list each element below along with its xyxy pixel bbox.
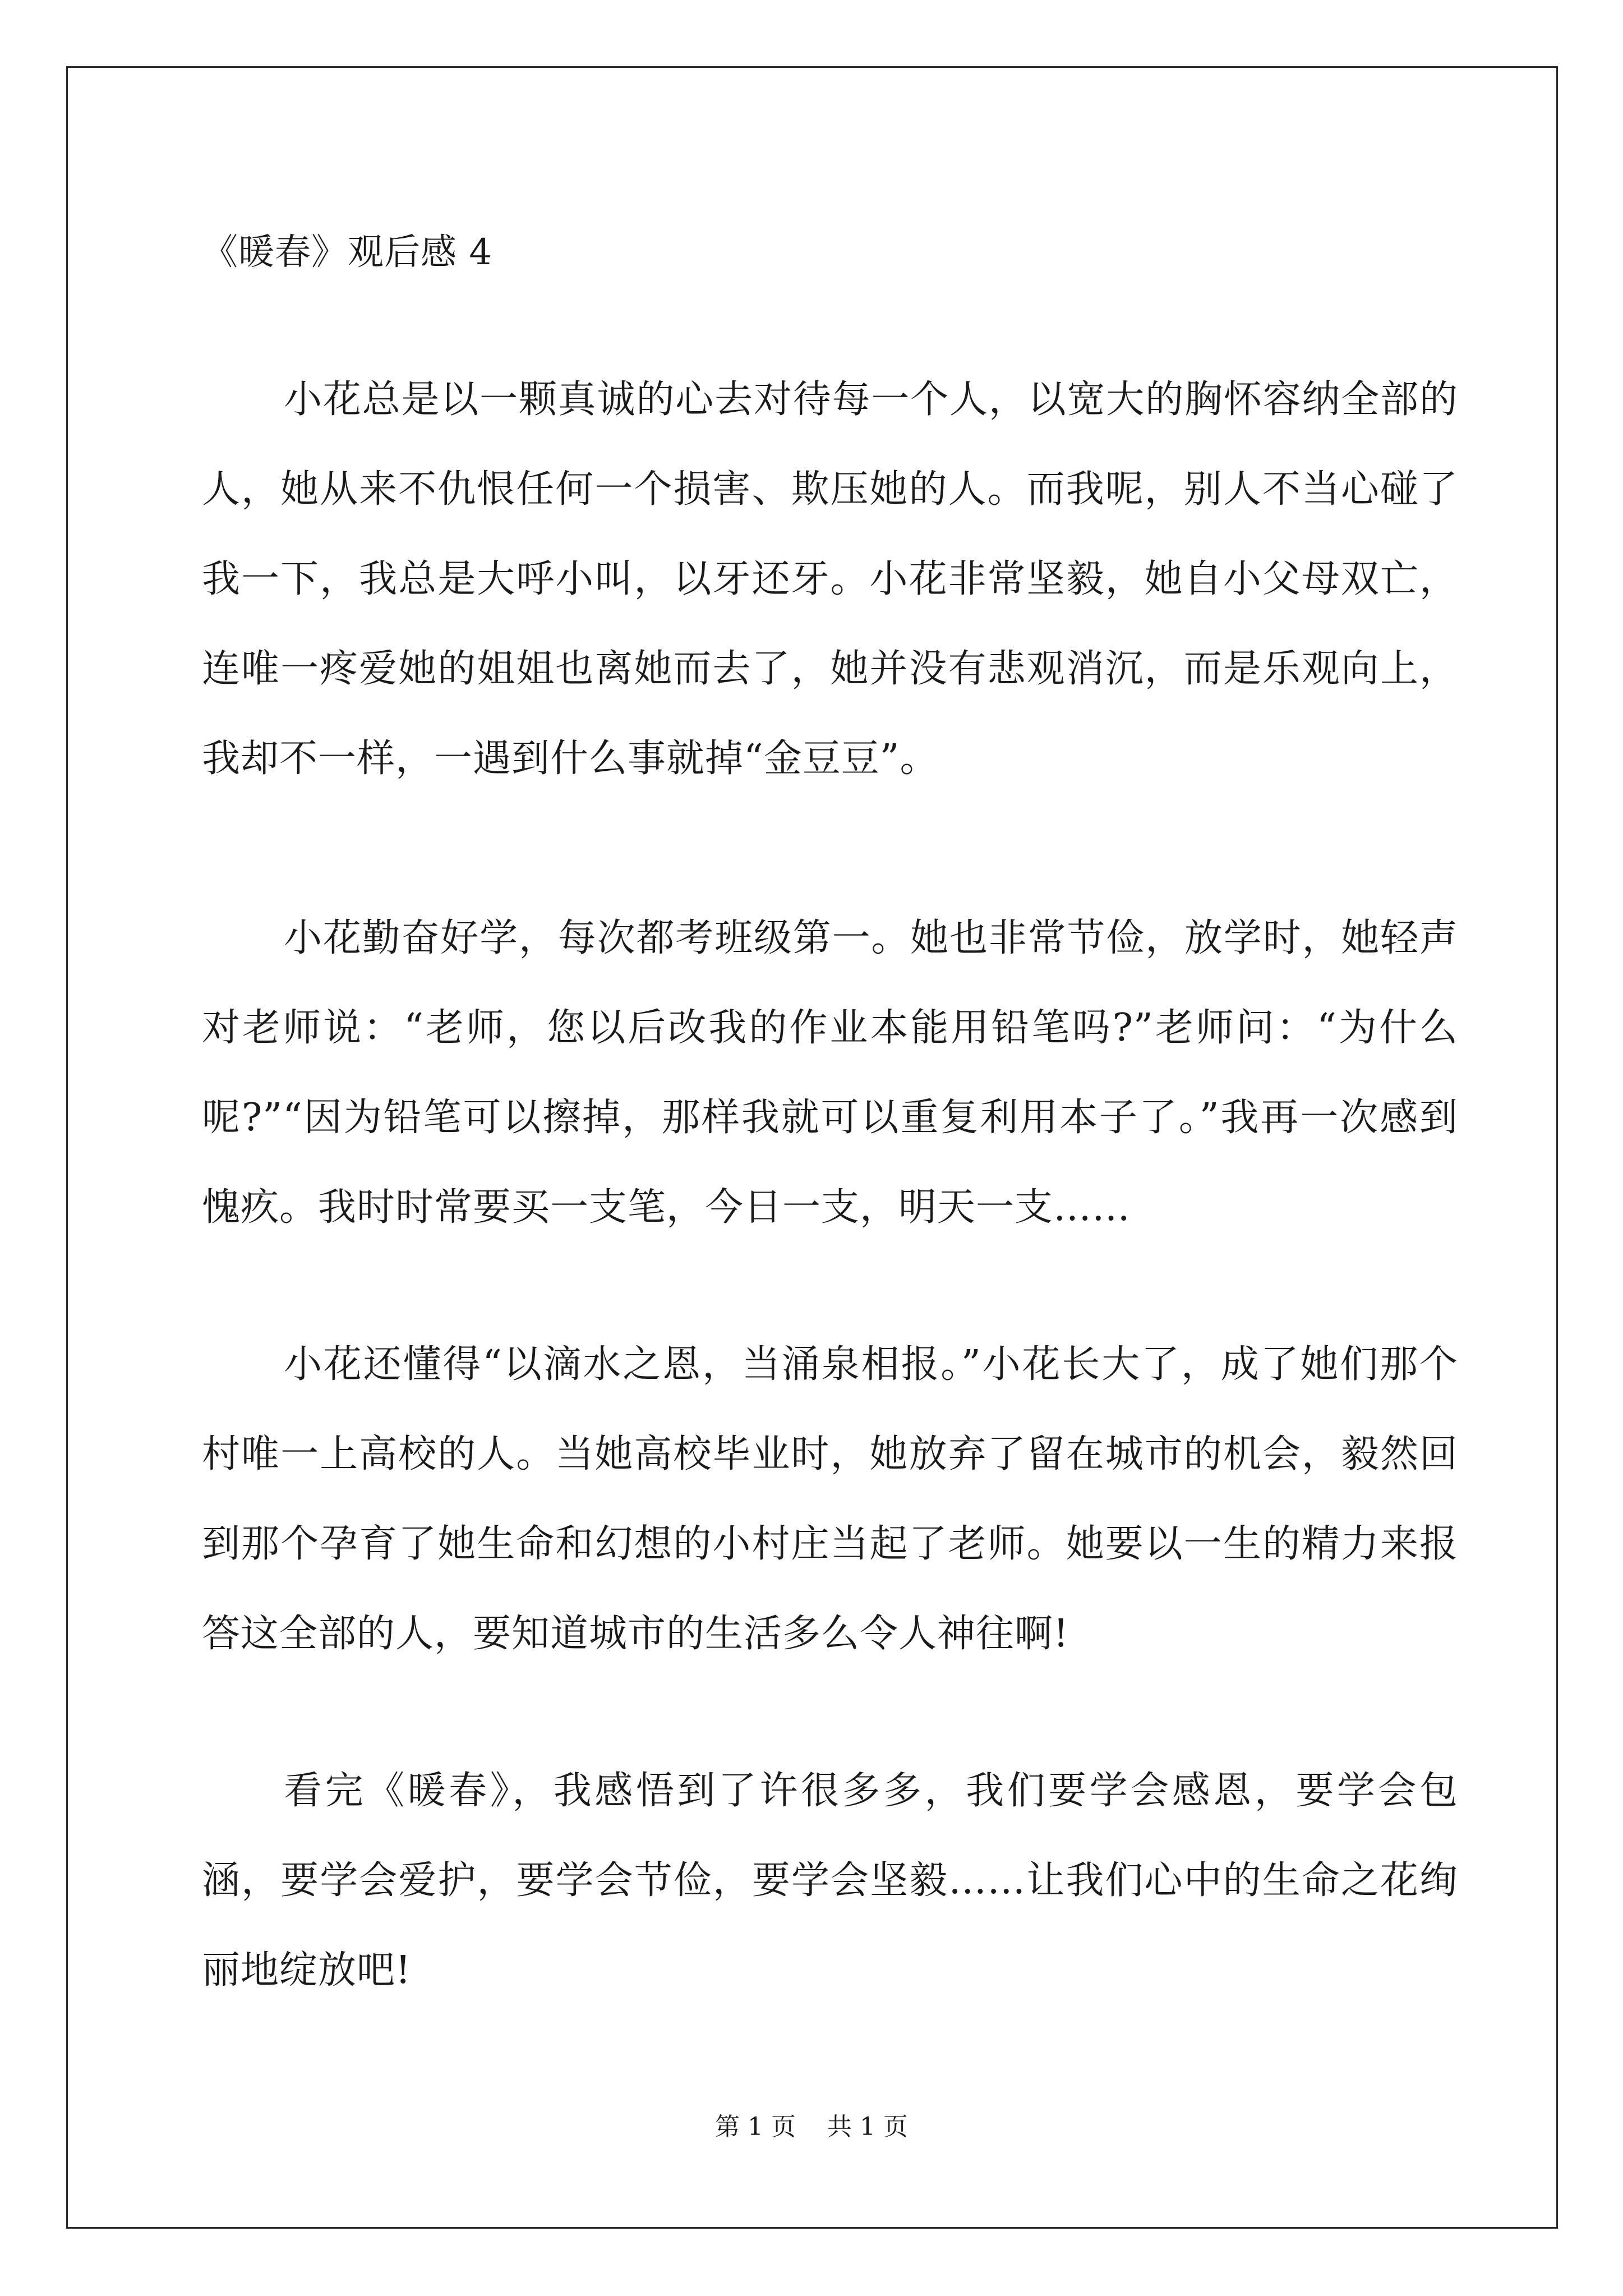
paragraph-3: 小花还懂得“以滴水之恩，当涌泉相报。”小花长大了，成了她们那个村唯一上高校的人。当她高校毕业时，她放弃了留在城市的机会，毅然回到那个孕育了她生命和幻想的小村庄当起了老师。她要以一生的精力来报答这全部的人，要知道城市的生活多么令人神往啊! [202, 1342, 1458, 1656]
page-number: 第 1 页 [715, 2113, 796, 2141]
paragraph-1: 小花总是以一颗真诚的心去对待每一个人，以宽大的胸怀容纳全部的人，她从来不仇恨任何一个损害、欺压她的人。而我呢，别人不当心碰了我一下，我总是大呼小叫，以牙还牙。小花非常坚毅，她自小父母双亡，连唯一疼爱她的姐姐也离她而去了，她并没有悲观消沉，而是乐观向上，我却不一样，一遇到什么事就掉“金豆豆”。 [202, 378, 1458, 781]
paragraph-4: 看完《暖春》，我感悟到了许很多多，我们要学会感恩，要学会包涵，要学会爱护，要学会节俭，要学会坚毅……让我们心中的生命之花绚丽地绽放吧! [202, 1769, 1458, 1993]
page-total: 共 1 页 [827, 2113, 908, 2141]
document-title: 《暖春》观后感 4 [202, 232, 493, 273]
page-footer [0, 2110, 1623, 2144]
paragraph-2: 小花勤奋好学，每次都考班级第一。她也非常节俭，放学时，她轻声对老师说：“老师，您以后改我的作业本能用铅笔吗?”老师问：“为什么呢?”“因为铅笔可以擦掉，那样我就可以重复利用本子了。”我再一次感到愧疚。我时时常要买一支笔，今日一支，明天一支…… [202, 916, 1458, 1230]
